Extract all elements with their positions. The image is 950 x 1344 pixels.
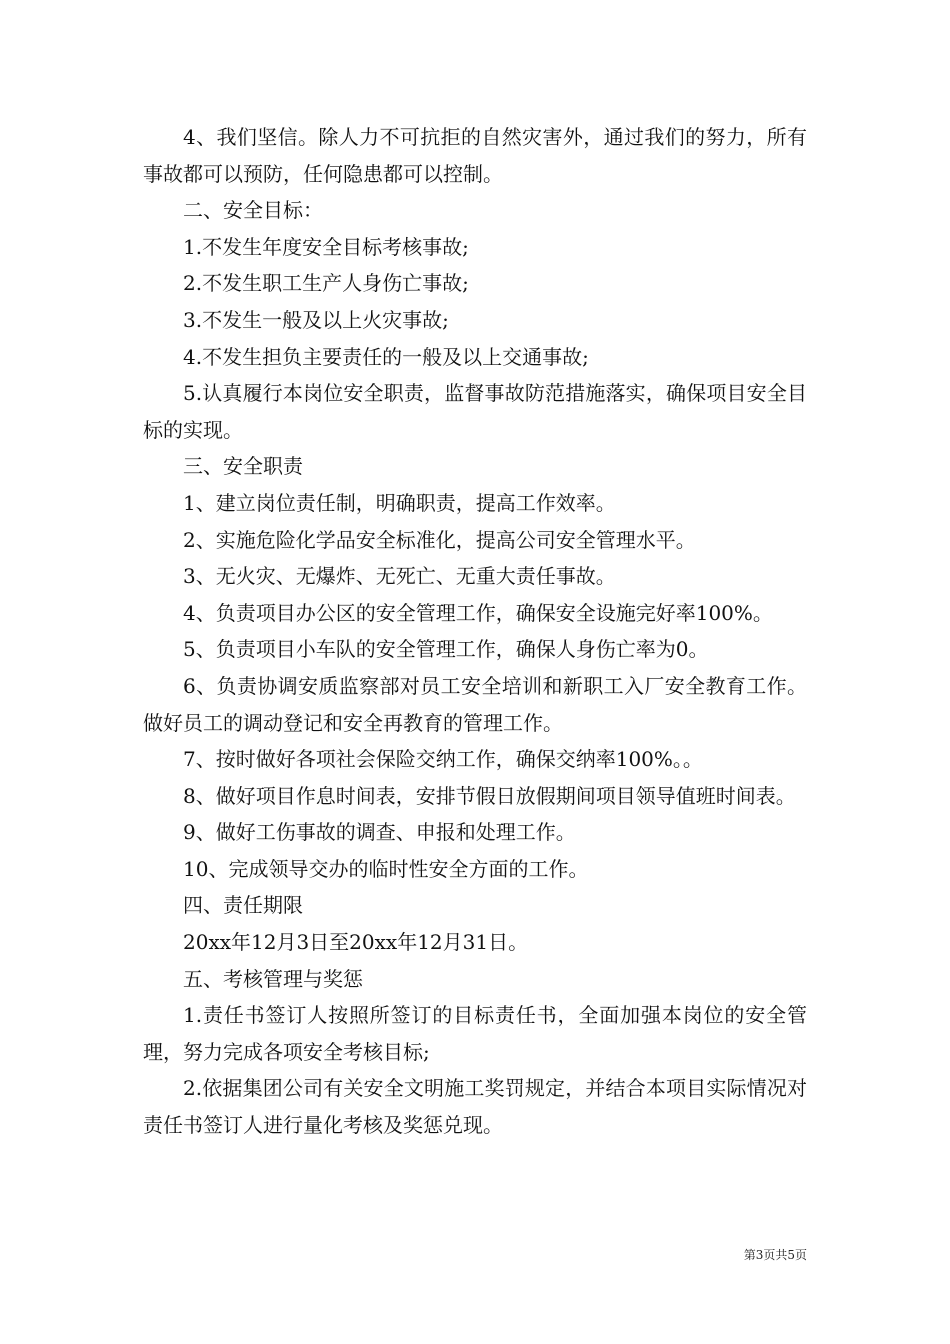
section-heading-assessment: 五、考核管理与奖惩	[183, 966, 363, 991]
paragraph-duty-3: 3、无火灾、无爆炸、无死亡、无重大责任事故。	[183, 564, 616, 589]
paragraph-assessment-1: 1.责任书签订人按照所签订的目标责任书，全面加强本岗位的安全管理，努力完成各项安全考核目标;	[143, 1003, 807, 1064]
document-body	[143, 119, 807, 1144]
paragraph-goal-1: 1.不发生年度安全目标考核事故;	[183, 234, 469, 259]
paragraph-goal-4: 4.不发生担负主要责任的一般及以上交通事故;	[183, 344, 589, 369]
section-heading-term: 四、责任期限	[183, 893, 303, 918]
paragraph-assessment-2: 2.依据集团公司有关安全文明施工奖罚规定，并结合本项目实际情况对责任书签订人进行量化考核及奖惩兑现。	[143, 1076, 807, 1138]
paragraph-duty-8: 8、做好项目作息时间表，安排节假日放假期间项目领导值班时间表。	[183, 783, 796, 808]
paragraph-duty-10: 10、完成领导交办的临时性安全方面的工作。	[183, 856, 589, 881]
paragraph-goal-3: 3.不发生一般及以上火灾事故;	[183, 307, 449, 332]
paragraph-duty-6: 6、负责协调安质监察部对员工安全培训和新职工入厂安全教育工作。做好员工的调动登记和安全再教育的管理工作。	[143, 673, 807, 735]
section-heading-safety-duties: 三、安全职责	[183, 454, 303, 479]
paragraph-duty-2: 2、实施危险化学品安全标准化，提高公司安全管理水平。	[183, 527, 696, 552]
paragraph-duty-4: 4、负责项目办公区的安全管理工作，确保安全设施完好率100%。	[183, 600, 773, 625]
paragraph-goal-5: 5.认真履行本岗位安全职责，监督事故防范措施落实，确保项目安全目标的实现。	[143, 381, 807, 442]
page-number-footer: 第3页共5页	[743, 1248, 807, 1262]
paragraph-term-dates: 20xx年12月3日至20xx年12月31日。	[183, 930, 529, 955]
paragraph-duty-1: 1、建立岗位责任制，明确职责，提高工作效率。	[183, 490, 616, 515]
paragraph-1: 4、我们坚信。除人力不可抗拒的自然灾害外，通过我们的努力，所有事故都可以预防，任何隐患都可以控制。	[143, 125, 807, 186]
paragraph-goal-2: 2.不发生职工生产人身伤亡事故;	[183, 271, 469, 296]
paragraph-duty-9: 9、做好工伤事故的调查、申报和处理工作。	[183, 820, 576, 845]
paragraph-duty-7: 7、按时做好各项社会保险交纳工作，确保交纳率100%。。	[183, 747, 703, 772]
paragraph-duty-5: 5、负责项目小车队的安全管理工作，确保人身伤亡率为0。	[183, 637, 709, 662]
section-heading-safety-goals: 二、安全目标：	[183, 198, 323, 223]
